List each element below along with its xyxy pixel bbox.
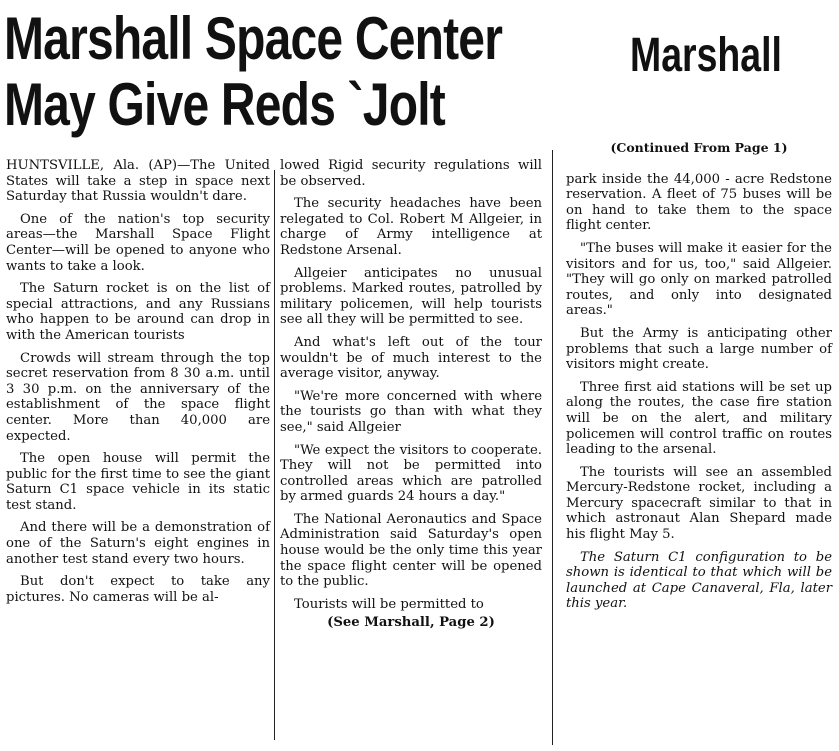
paragraph: Tourists will be permitted to [294,596,484,612]
paragraph: One of the nation's top security areas—the Marshall Space Flight Center—will be opened to anyone who wants to take a look. [6,211,270,274]
paragraph: And there will be a demonstration of one of the Saturn's eight engines in another test stand every two hours. [6,520,270,567]
paragraph: The open house will permit the public for the first time to see the giant Saturn C1 space vehicle in its static test stand. [6,451,270,513]
paragraph: But the Army is anticipating other problems that such a large number of visitors might create. [566,325,832,373]
paragraph: The security headaches have been relegated to Col. Robert M Allgeier, in charge of Army intelligence at Redstone Arsenal. [280,196,542,258]
paragraph: Three first aid stations will be set up along the routes, the case fire station will be on the alert, and military policemen will control traffic on routes leading to the arsenal. [566,379,832,458]
continued-from-label: (Continued From Page 1) [610,140,788,155]
paragraph: And what's left out of the tour wouldn't be of much interest to the average visitor, anyway. [280,334,542,382]
headline-line-2: May Give Reds `Jolt [4,71,445,138]
paragraph: Allgeier anticipates no unusual problems. Marked routes, patrolled by military policemen, will help tourists see all they will be permitted to see. [280,265,542,328]
paragraph: Crowds will stream through the top secret reservation from 8 30 a.m. until 3 30 p.m. on the anniversary of the establishment of the space flight center. More than 40,000 are expected. [6,350,270,444]
paragraph: "We're more concerned with where the tourists go than with what they see," said Allgeier [280,388,542,435]
paragraph: park inside the 44,000 - acre Redstone reservation. A fleet of 75 buses will be on hand to take them to the space flight center. [566,171,832,234]
jump-headline: Marshall [630,29,782,82]
paragraph: The tourists will see an assembled Mercury-Redstone rocket, including a Mercury spacecraft similar to that in which astronaut Alan Shepard made his flight May 5. [566,464,832,543]
paragraph: The National Aeronautics and Space Administration said Saturday's open house would be the only time this year the space flight center will be opened to the public. [280,511,542,590]
paragraph: lowed Rigid security regulations will be observed. [280,158,542,189]
paragraph: HUNTSVILLE, Ala. (AP)—The United States will take a step in space next Saturday that Russia wouldn't dare. [6,158,270,205]
article-column-1 [6,158,270,612]
paragraph: But don't expect to take any pictures. No cameras will be al- [6,574,270,605]
column-divider-1 [274,170,275,740]
article-column-2 [280,158,542,631]
paragraph: "The buses will make it easier for the visitors and for us, too," said Allgeier. "They will go only on marked patrolled routes, and only into designated areas." [566,240,832,319]
see-page-reference: (See Marshall, Page 2) [327,615,495,631]
headline [4,5,503,138]
paragraph: The Saturn rocket is on the list of special attractions, and any Russians who happen to be around can drop in with the American tourists [6,281,270,343]
italic-paragraph: The Saturn C1 configuration to be shown is identical to that which will be launched at Cape Canaveral, Fla, later this year. [566,549,832,612]
headline-line-1: Marshall Space Center [4,5,503,72]
paragraph: "We expect the visitors to cooperate. They will not be permitted into controlled areas which are patrolled by armed guards 24 hours a day." [280,442,542,505]
jump-column [566,140,832,619]
column-divider-2 [552,150,553,745]
